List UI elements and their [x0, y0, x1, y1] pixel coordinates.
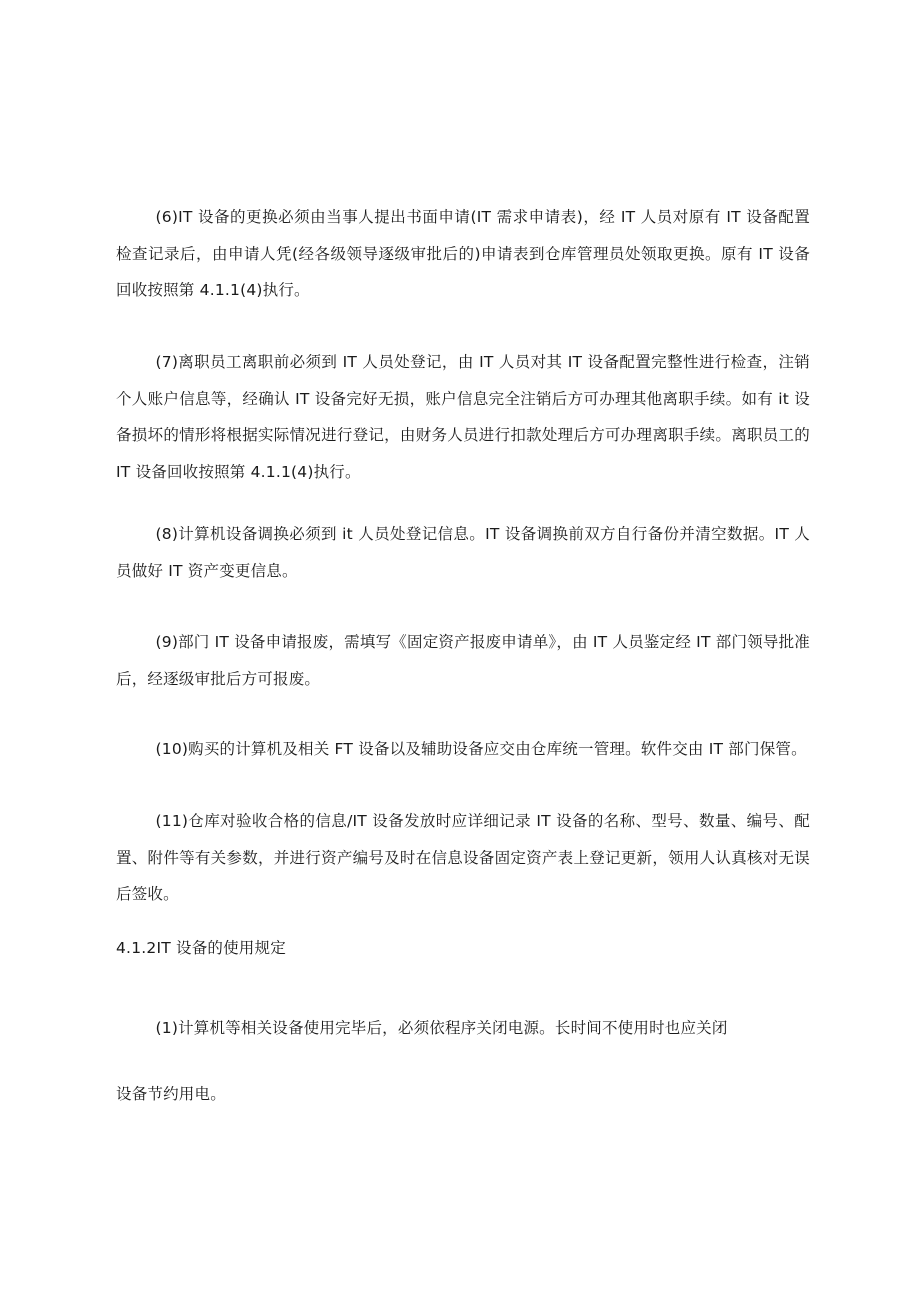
- usage-paragraph-1-line-1: (1)计算机等相关设备使用完毕后，必须依程序关闭电源。长时间不使用时也应关闭: [155, 1019, 728, 1037]
- usage-paragraph-1-line-2: 设备节约用电。: [116, 1085, 226, 1103]
- paragraph-7: (7)离职员工离职前必须到 IT 人员处登记，由 IT 人员对其 IT 设备配置完整性进行检查，注销个人账户信息等，经确认 IT 设备完好无损，账户信息完全注销后方可办理其他离职手续。如有 it 设备损坏的情形将根据实际情况进行登记，由财务人员进行扣款处理后方可办理离职手续。离职员工的 IT 设备回收按照第 4.1.1(4)执行。: [116, 353, 810, 481]
- paragraph-11: (11)仓库对验收合格的信息/IT 设备发放时应详细记录 IT 设备的名称、型号、数量、编号、配置、附件等有关参数，并进行资产编号及时在信息设备固定资产表上登记更新，领用人认真核对无误后签收。: [116, 812, 810, 903]
- paragraph-9: (9)部门 IT 设备申请报废，需填写《固定资产报废申请单》，由 IT 人员鉴定经 IT 部门领导批准后，经逐级审批后方可报废。: [116, 633, 810, 688]
- paragraph-8: (8)计算机设备调换必须到 it 人员处登记信息。IT 设备调换前双方自行备份并清空数据。IT 人员做好 IT 资产变更信息。: [116, 525, 810, 580]
- section-heading: 4.1.2IT 设备的使用规定: [116, 939, 286, 957]
- paragraph-6: (6)IT 设备的更换必须由当事人提出书面申请(IT 需求申请表)，经 IT 人员对原有 IT 设备配置检查记录后，由申请人凭(经各级领导逐级审批后的)申请表到仓库管理员处领取更换。原有 IT 设备回收按照第 4.1.1(4)执行。: [116, 208, 810, 299]
- paragraph-10: (10)购买的计算机及相关 FT 设备以及辅助设备应交由仓库统一管理。软件交由 IT 部门保管。: [155, 740, 807, 758]
